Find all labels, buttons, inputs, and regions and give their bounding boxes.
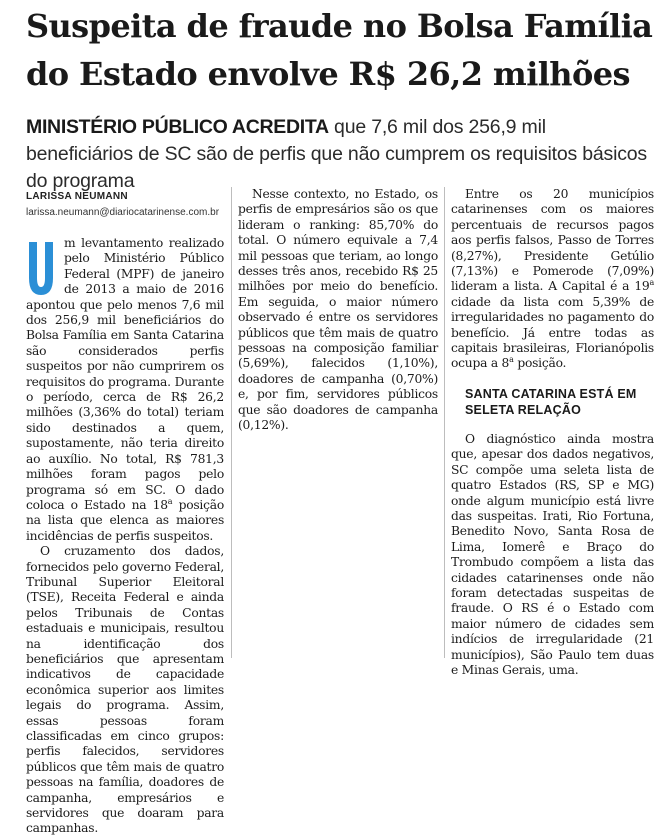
deck-lead: MINISTÉRIO PÚBLICO ACREDITA [26, 116, 329, 138]
drop-cap-glyph [26, 240, 56, 296]
article-paragraph: Nesse contexto, no Estado, os perfis de empresários são os que lideram o ranking: 85,70% do total. O número equivale a 7,4 mil pessoas que teriam, ao longo desses três anos, recebido R$ 25 milhões por meio do benefício. Em seguida, o maior número observado é entre os servidores públicos que têm mais de quatro pessoas na composição familiar (5,69%), falecidos (1,10%), doadores de campanha (0,70%) e, por fim, servidores públicos que são doadores de campanha (0,12%). [238, 187, 438, 433]
byline-author: LARISSA NEUMANN [26, 191, 128, 202]
drop-cap-letter [26, 240, 27, 241]
ordinal-suffix: a [649, 278, 654, 288]
headline-line-2: do Estado envolve R$ 26,2 milhões [26, 55, 630, 93]
section-subheading: SANTA CATARINA ESTÁ EM SELETA RELAÇÃO [465, 386, 637, 417]
paragraph-text: m levantamento realizado pelo Ministério Público Federal (MPF) de janeiro de 2013 a maio de 2016 apontou que pelo menos 7,6 mil dos 256,9 mil beneficiários do Bolsa Família em Santa Catarina são considerados perfis suspeitos por não cumprirem os requisitos do programa. Durante o período, cerca de R$ 26,2 milhões (3,36% do total) teriam sido destinados a quem, supostamente, não teria direito ao auxílio. No total, R$ 781,3 milhões foram pagos pelo programa só em SC. O dado coloca o Estado na 18 [26, 236, 224, 512]
article-paragraph: O diagnóstico ainda mostra que, apesar dos dados negativos, SC compõe uma seleta lista de quatro Estados (RS, SP e MG) onde algum município está livre das suspeitas. Irati, Rio Fortuna, Benedito Novo, Santa Rosa de Lima, Iomerê e Braço do Trombudo compõem a lista das cidades catarinenses onde não foram detectadas suspeitas de fraude. O RS é o Estado com maior número de cidades sem indícios de irregularidade (21 municípios), São Paulo tem duas e Minas Gerais, uma. [451, 431, 654, 677]
byline-email[interactable]: larissa.neumann@diariocatarinense.com.br [26, 207, 220, 218]
article-column-1 [26, 236, 224, 837]
deck-text: que 7,6 mil dos 256,9 mil beneficiários de SC são de perfis que não cumprem os requisitos básicos do programa [26, 116, 647, 192]
paragraph-text: posição na lista que elenca as maiores incidências de perfis suspeitos. [26, 497, 224, 543]
ordinal-suffix: a [509, 355, 514, 365]
article-paragraph: O cruzamento dos dados, fornecidos pelo governo Federal, Tribunal Superior Eleitoral (TSE), Receita Federal e ainda pelos Tribunais de Contas estaduais e municipais, resultou na identificação dos beneficiários que apresentam indicativos de capacidade econômica superior aos limites legais do programa. Assim, essas pessoas foram classificadas em cinco grupos: perfis falecidos, servidores públicos que têm mais de quatro pessoas na família, doadores de campanha, empresários e servidores que doaram para campanhas. [26, 544, 224, 836]
column-divider [444, 187, 445, 658]
article-paragraph [26, 236, 224, 544]
paragraph-text: cidade da lista com 5,39% de irregularidades no pagamento do benefício. Já entre todas as capitais brasileiras, Florianópolis ocupa a 8 [451, 294, 654, 371]
column-divider [231, 187, 232, 658]
headline [26, 2, 656, 98]
paragraph-text: posição. [513, 356, 567, 371]
headline-line-1: Suspeita de fraude no Bolsa Família [26, 7, 653, 45]
ordinal-suffix: a [167, 496, 173, 506]
article-column-3 [451, 187, 654, 678]
deck [26, 114, 656, 195]
paragraph-text: Entre os 20 municípios catarinenses com os maiores percentuais de recursos pagos aos perfis falsos, Passo de Torres (8,27%), Presidente Getúlio (7,13%) e Pomerode (7,09%) lideram a lista. A Capital é a 19 [451, 187, 654, 294]
article-paragraph [451, 187, 654, 372]
drop-cap [26, 240, 56, 296]
article-column-2 [238, 187, 438, 434]
